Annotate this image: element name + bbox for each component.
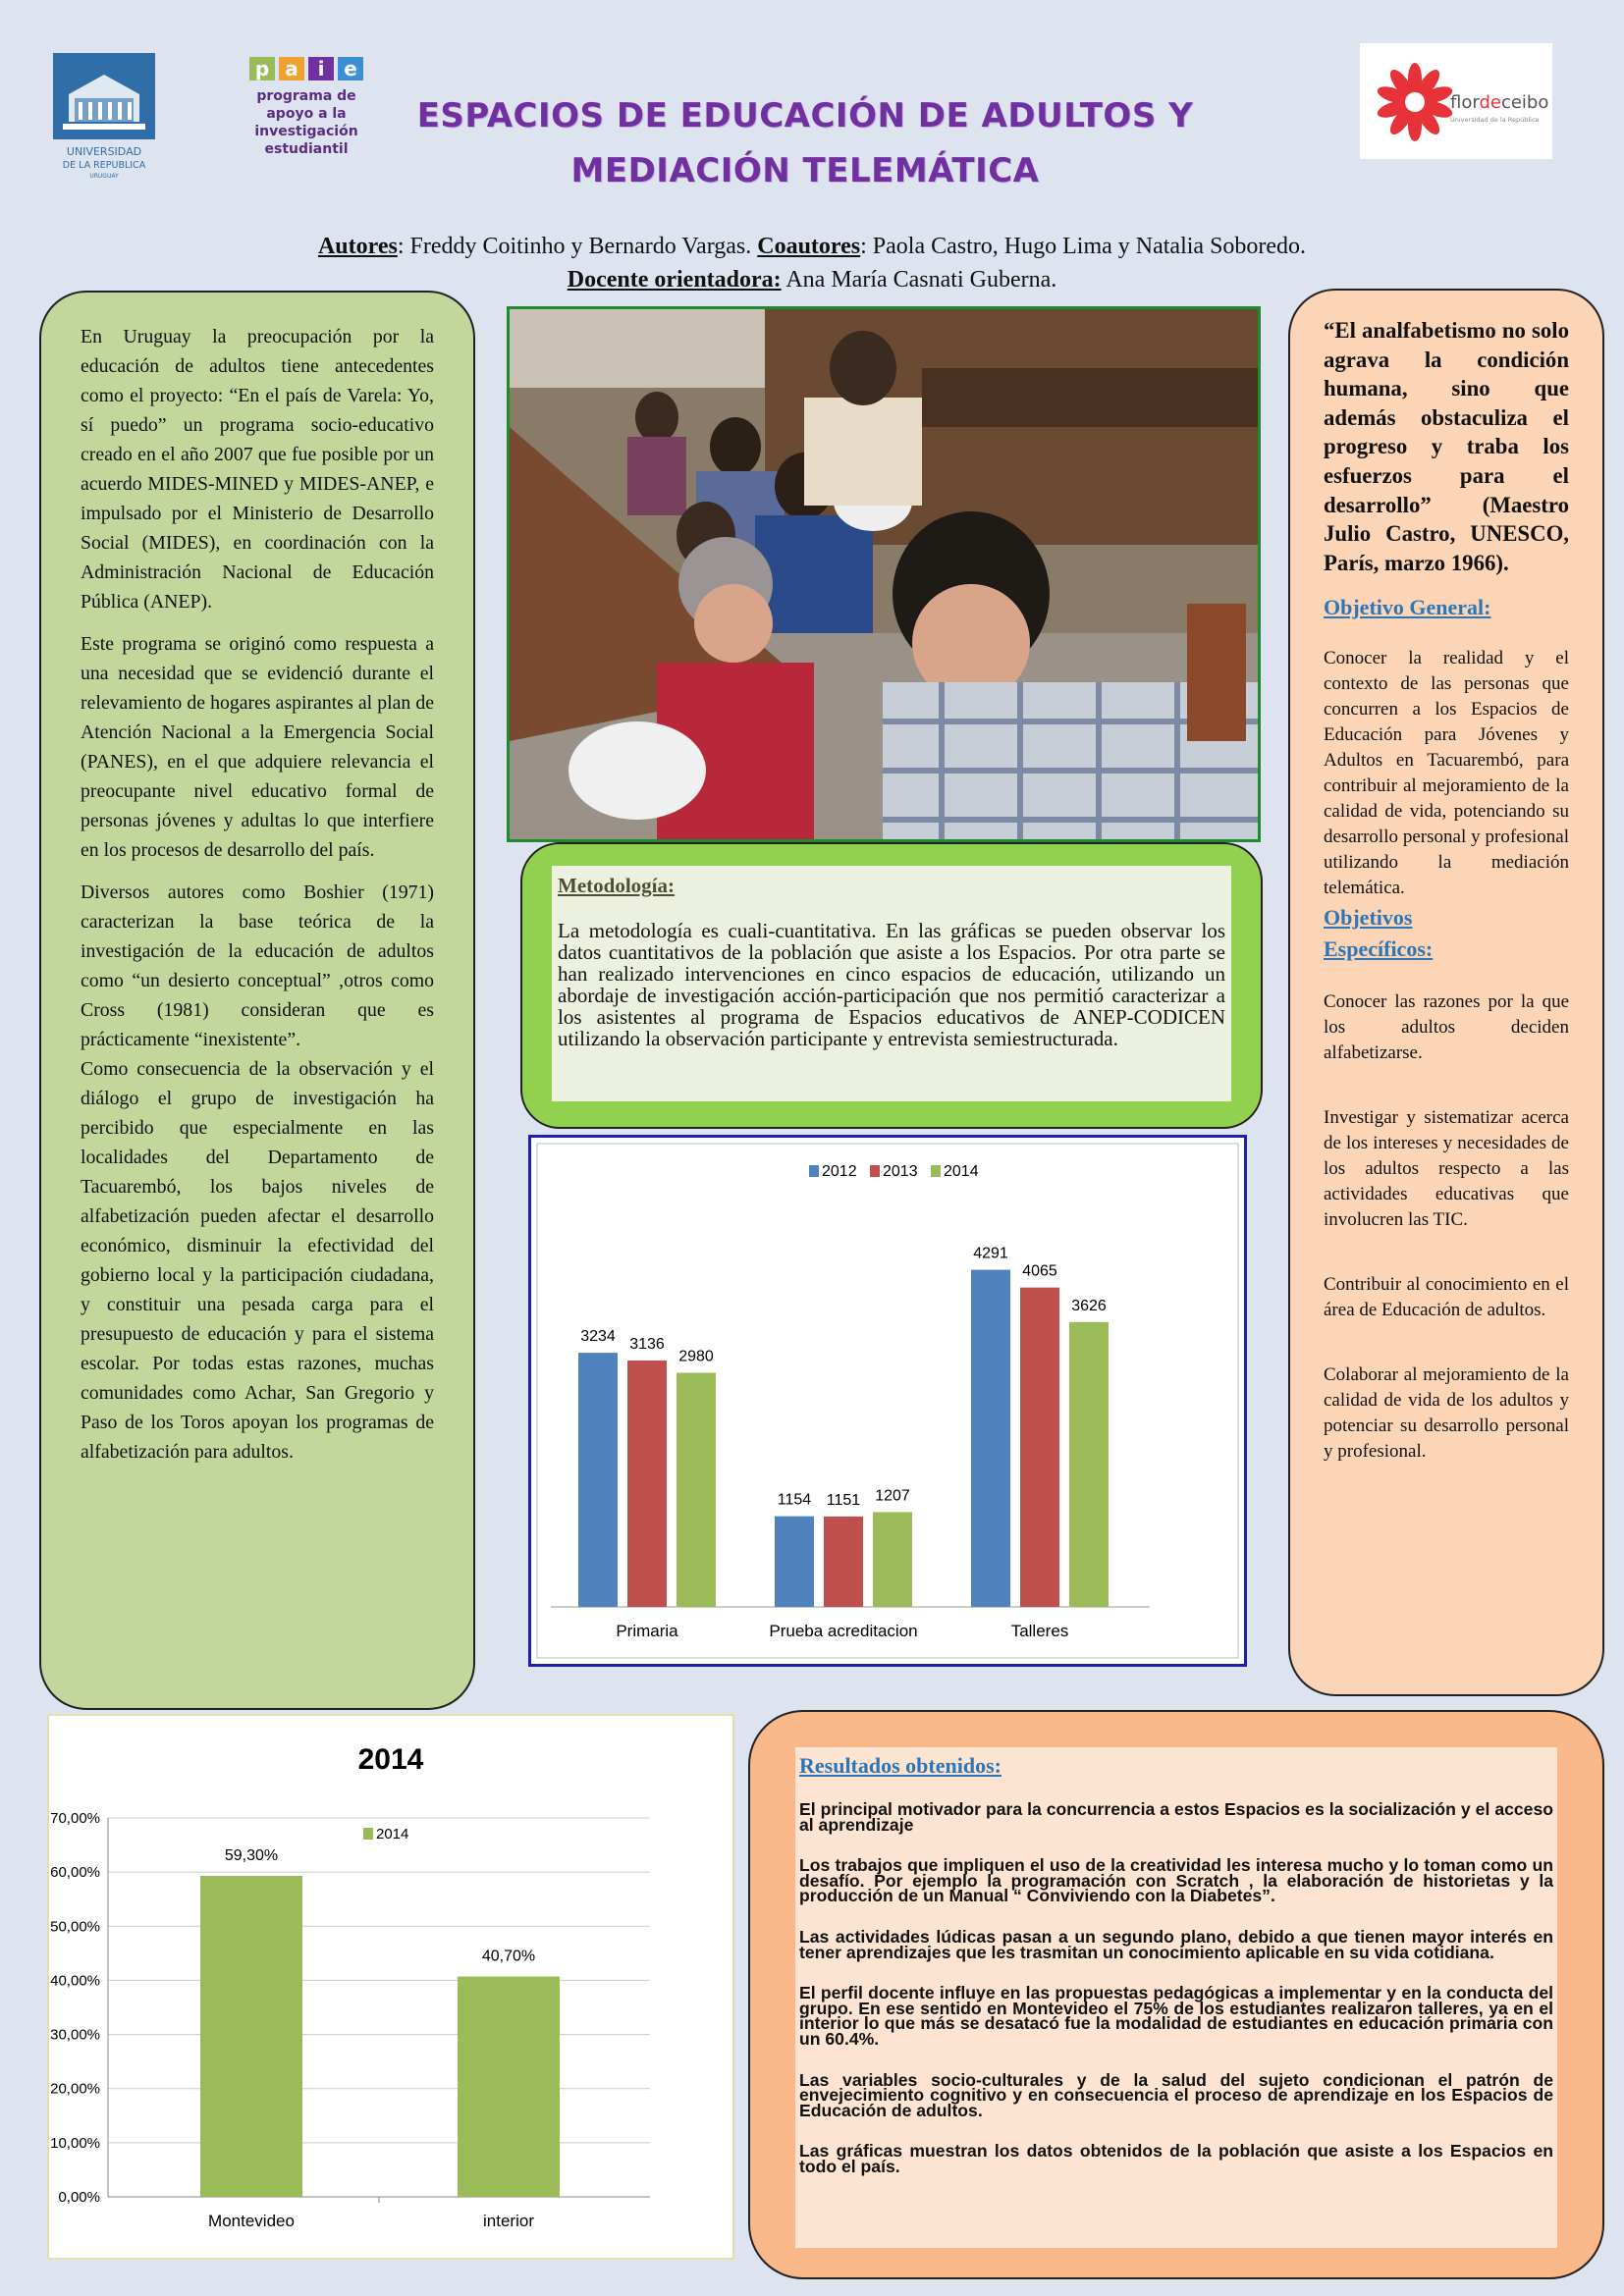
paie-letter-i: i [317, 57, 325, 80]
result-item: Las variables socio-culturales y de la salud del sujeto condicionan el patrón de envejecimiento cognitivo y en consecuencia el proceso de aprendizaje en los Espacios de Educación de adultos. [799, 2069, 1553, 2120]
chart-title: 2014 [357, 1743, 424, 1776]
bar-2013 [824, 1517, 863, 1607]
y-tick-label: 60,00% [50, 1864, 100, 1882]
region-2014-bar-chart [47, 1714, 734, 2260]
paie-text-4: estudiantil [264, 141, 349, 157]
bar-2012 [775, 1517, 814, 1607]
classroom-photo [507, 306, 1261, 842]
y-tick-label: 70,00% [50, 1810, 100, 1827]
bar-2014 [1069, 1322, 1109, 1607]
methodology-inner [552, 866, 1231, 1101]
y-tick-label: 20,00% [50, 2080, 100, 2098]
results-box [748, 1710, 1604, 2279]
paie-letter-a: a [285, 57, 298, 80]
specific-objectives-title-1: Objetivos [1324, 905, 1413, 931]
data-label: 1151 [826, 1491, 861, 1509]
result-item: El principal motivador para la concurrencia a estos Espacios es la socialización y el acceso al aprendizaje [799, 1799, 1553, 1835]
data-label: 2980 [678, 1348, 714, 1365]
result-item: Las gráficas muestran los datos obtenidos de la población que asiste a los Espacios en todo el país. [799, 2141, 1553, 2176]
flordeceibo-sub: Universidad de la República [1450, 116, 1540, 124]
legend-swatch-2014 [931, 1165, 941, 1177]
legend-label-2012: 2012 [822, 1163, 857, 1180]
methodology-text: La metodología es cuali-cuantitativa. En las gráficas se pueden observar los datos cuantitativos de la población que asiste a los Espacios. Por otra parte se han realizado intervenciones en cinco espacios de educación, utilizando un abordaje de investigación acción-participación que nos permitió caracterizar a los asistentes al programa de Espacios educativos de ANEP-CODICEN utilizando la observación participante y entrevista semiestructurada. [558, 919, 1225, 1050]
paie-logo [245, 55, 365, 159]
legend-swatch-2013 [870, 1165, 880, 1177]
y-tick-label: 0,00% [58, 2189, 100, 2206]
paie-text-1: programa de [256, 88, 356, 104]
legend-swatch-2014 [363, 1828, 373, 1840]
data-label: 1154 [777, 1491, 812, 1509]
specific-objective: Colaborar al mejoramiento de la calidad de vida de los adultos y potenciar su desarrollo personal y profesional. [1324, 1364, 1569, 1463]
data-label: 1207 [875, 1487, 910, 1505]
category-label: Talleres [1010, 1622, 1069, 1640]
attendance-bar-chart [528, 1135, 1247, 1667]
advisor-label: Docente orientadora: [567, 267, 782, 293]
y-tick-label: 40,00% [50, 1972, 100, 1990]
data-label: 3626 [1071, 1297, 1107, 1314]
castro-quote: “El analfabetismo no solo agrava la condición humana, sino que además obstaculiza el progreso y traba los esfuerzos para el desarrollo” (Maestro Julio Castro, UNESCO, París, marzo 1966). [1324, 318, 1569, 575]
data-label: 59,30% [224, 1847, 279, 1865]
legend-label-2014: 2014 [944, 1163, 979, 1180]
paie-letter-p: p [254, 57, 270, 80]
paie-text-2: apoyo a la [266, 106, 347, 122]
general-objective-title: Objetivo General: [1324, 595, 1491, 620]
bar-2014 [873, 1512, 912, 1607]
result-item: Los trabajos que impliquen el uso de la creatividad les interesa mucho y lo toman como un desafío. Por ejemplo la programación con Scratch , la elaboración de historietas y la producción de un Manual “ Conviviendo con la Diabetes”. [799, 1855, 1553, 1906]
legend-label-2013: 2013 [883, 1163, 918, 1180]
results-inner [795, 1747, 1557, 2248]
paie-letter-e: e [344, 57, 357, 80]
flordeceibo-logo [1360, 43, 1552, 159]
paie-text-3: investigación [254, 124, 358, 139]
udelar-name-2: DE LA REPUBLICA [62, 160, 146, 171]
category-label: Montevideo [208, 2212, 295, 2230]
coauthors-names: : Paola Castro, Hugo Lima y Natalia Soboredo. [860, 234, 1307, 259]
udelar-name-3: URUGUAY [89, 173, 119, 180]
udelar-logo [49, 53, 159, 181]
legend-swatch-2012 [809, 1165, 819, 1177]
authors-line [0, 234, 1624, 260]
category-label: Prueba acreditacion [769, 1622, 918, 1640]
data-label: 3234 [580, 1328, 616, 1346]
advisor-name: Ana María Casnati Guberna. [781, 267, 1057, 293]
result-item: Las actividades lúdicas pasan a un segundo plano, debido a que tienen mayor interés en tener aprendizajes que les trasmitan un conocimiento aplicable en su vida cotidiana. [799, 1926, 1553, 1962]
methodology-title: Metodología: [558, 874, 675, 897]
bar-Montevideo [200, 1876, 302, 2197]
data-label: 40,70% [481, 1948, 536, 1965]
objectives-panel [1288, 289, 1604, 1696]
poster-title-line-2: MEDIACIÓN TELEMÁTICA [570, 151, 1040, 190]
y-tick-label: 10,00% [50, 2134, 100, 2152]
general-objective-text: Conocer la realidad y el contexto de las personas que concurren a los Espacios de Educación para Jóvenes y Adultos en Tacuarembó, para contribuir al mejoramiento de la calidad de vida, potenciando su desarrollo personal y profesional utilizando la mediación telemática. [1324, 648, 1569, 899]
result-item: El perfil docente influye en las propuestas pedagógicas a implementar y en la conducta del grupo. En ese sentido en Montevideo el 75% de los estudiantes realizaron talleres, ya en el interior lo que más se desatacó fue la modalidad de estudiantes en educación primaria con un 60.4%. [799, 1983, 1553, 2049]
intro-paragraph-1: En Uruguay la preocupación por la educación de adultos tiene antecedentes como el proyecto: “En el país de Varela: Yo, sí puedo” un programa socio-educativo creado en el año 2007 que fue posible por un acuerdo MIDES-MINED y MIDES-ANEP, e impulsado por el Ministerio de Desarrollo Social (MIDES), en coordinación con la Administración Nacional de Educación Pública (ANEP). [81, 326, 434, 613]
y-tick-label: 30,00% [50, 2026, 100, 2044]
category-label: interior [483, 2212, 534, 2230]
intro-paragraph-2: Este programa se originó como respuesta a una necesidad que se evidenció durante el relevamiento de hogares aspirantes al plan de Atención Nacional a la Emergencia Social (PANES), en el que adquiere relevancia el preocupante nivel educativo formal de personas jóvenes y adultas lo que interfiere en los procesos de desarrollo del país. [81, 633, 434, 861]
data-label: 4291 [973, 1245, 1008, 1262]
bar-2012 [578, 1353, 618, 1607]
bar-2012 [971, 1270, 1010, 1607]
bar-interior [458, 1977, 560, 2197]
bar-2014 [677, 1372, 716, 1607]
methodology-box [520, 842, 1263, 1129]
introduction-panel [39, 291, 475, 1710]
authors-names: : Freddy Coitinho y Bernardo Vargas. [397, 234, 758, 259]
results-title: Resultados obtenidos: [799, 1753, 1001, 1778]
data-label: 4065 [1022, 1262, 1057, 1280]
bar-2013 [1020, 1288, 1059, 1607]
legend-label-2014: 2014 [376, 1826, 409, 1842]
flordeceibo-name: flordeceibo [1450, 92, 1549, 113]
category-label: Primaria [616, 1622, 678, 1640]
intro-paragraph-4: Como consecuencia de la observación y el diálogo el grupo de investigación ha percibido que especialmente en las localidades del Departamento de Tacuarembó, los bajos niveles de alfabetización pueden afectar el desarrollo económico, disminuir la efectividad del gobierno local y la participación ciudadana, y constituir una pesada carga para el presupuesto de educación y para el sistema escolar. Por todas estas razones, muchas comunidades como Achar, San Gregorio y Paso de los Toros apoyan los programas de alfabetización para adultos. [81, 1058, 434, 1463]
y-tick-label: 50,00% [50, 1918, 100, 1936]
specific-objectives-title-2: Específicos: [1324, 936, 1434, 962]
specific-objective: Investigar y sistematizar acerca de los intereses y necesidades de los adultos respecto a las actividades educativas que involucren las TIC. [1324, 1107, 1569, 1231]
coauthors-label: Coautores [757, 234, 861, 259]
authors-label: Autores [317, 234, 398, 259]
chart-area [49, 1716, 732, 2258]
intro-paragraph-3: Diversos autores como Boshier (1971) caracterizan la base teórica de la investigación de la educación de adultos como “un desierto conceptual” ,otros como Cross (1981) consideran que es prácticamente “inexistente”. [81, 881, 434, 1050]
udelar-name-1: UNIVERSIDAD [66, 145, 142, 158]
data-label: 3136 [629, 1336, 665, 1354]
specific-objective: Contribuir al conocimiento en el área de Educación de adultos. [1324, 1274, 1569, 1321]
bar-2013 [627, 1361, 667, 1607]
specific-objective: Conocer las razones por la que los adultos deciden alfabetizarse. [1324, 991, 1569, 1064]
poster-title-line-1: ESPACIOS DE EDUCACIÓN DE ADULTOS Y [416, 96, 1194, 135]
